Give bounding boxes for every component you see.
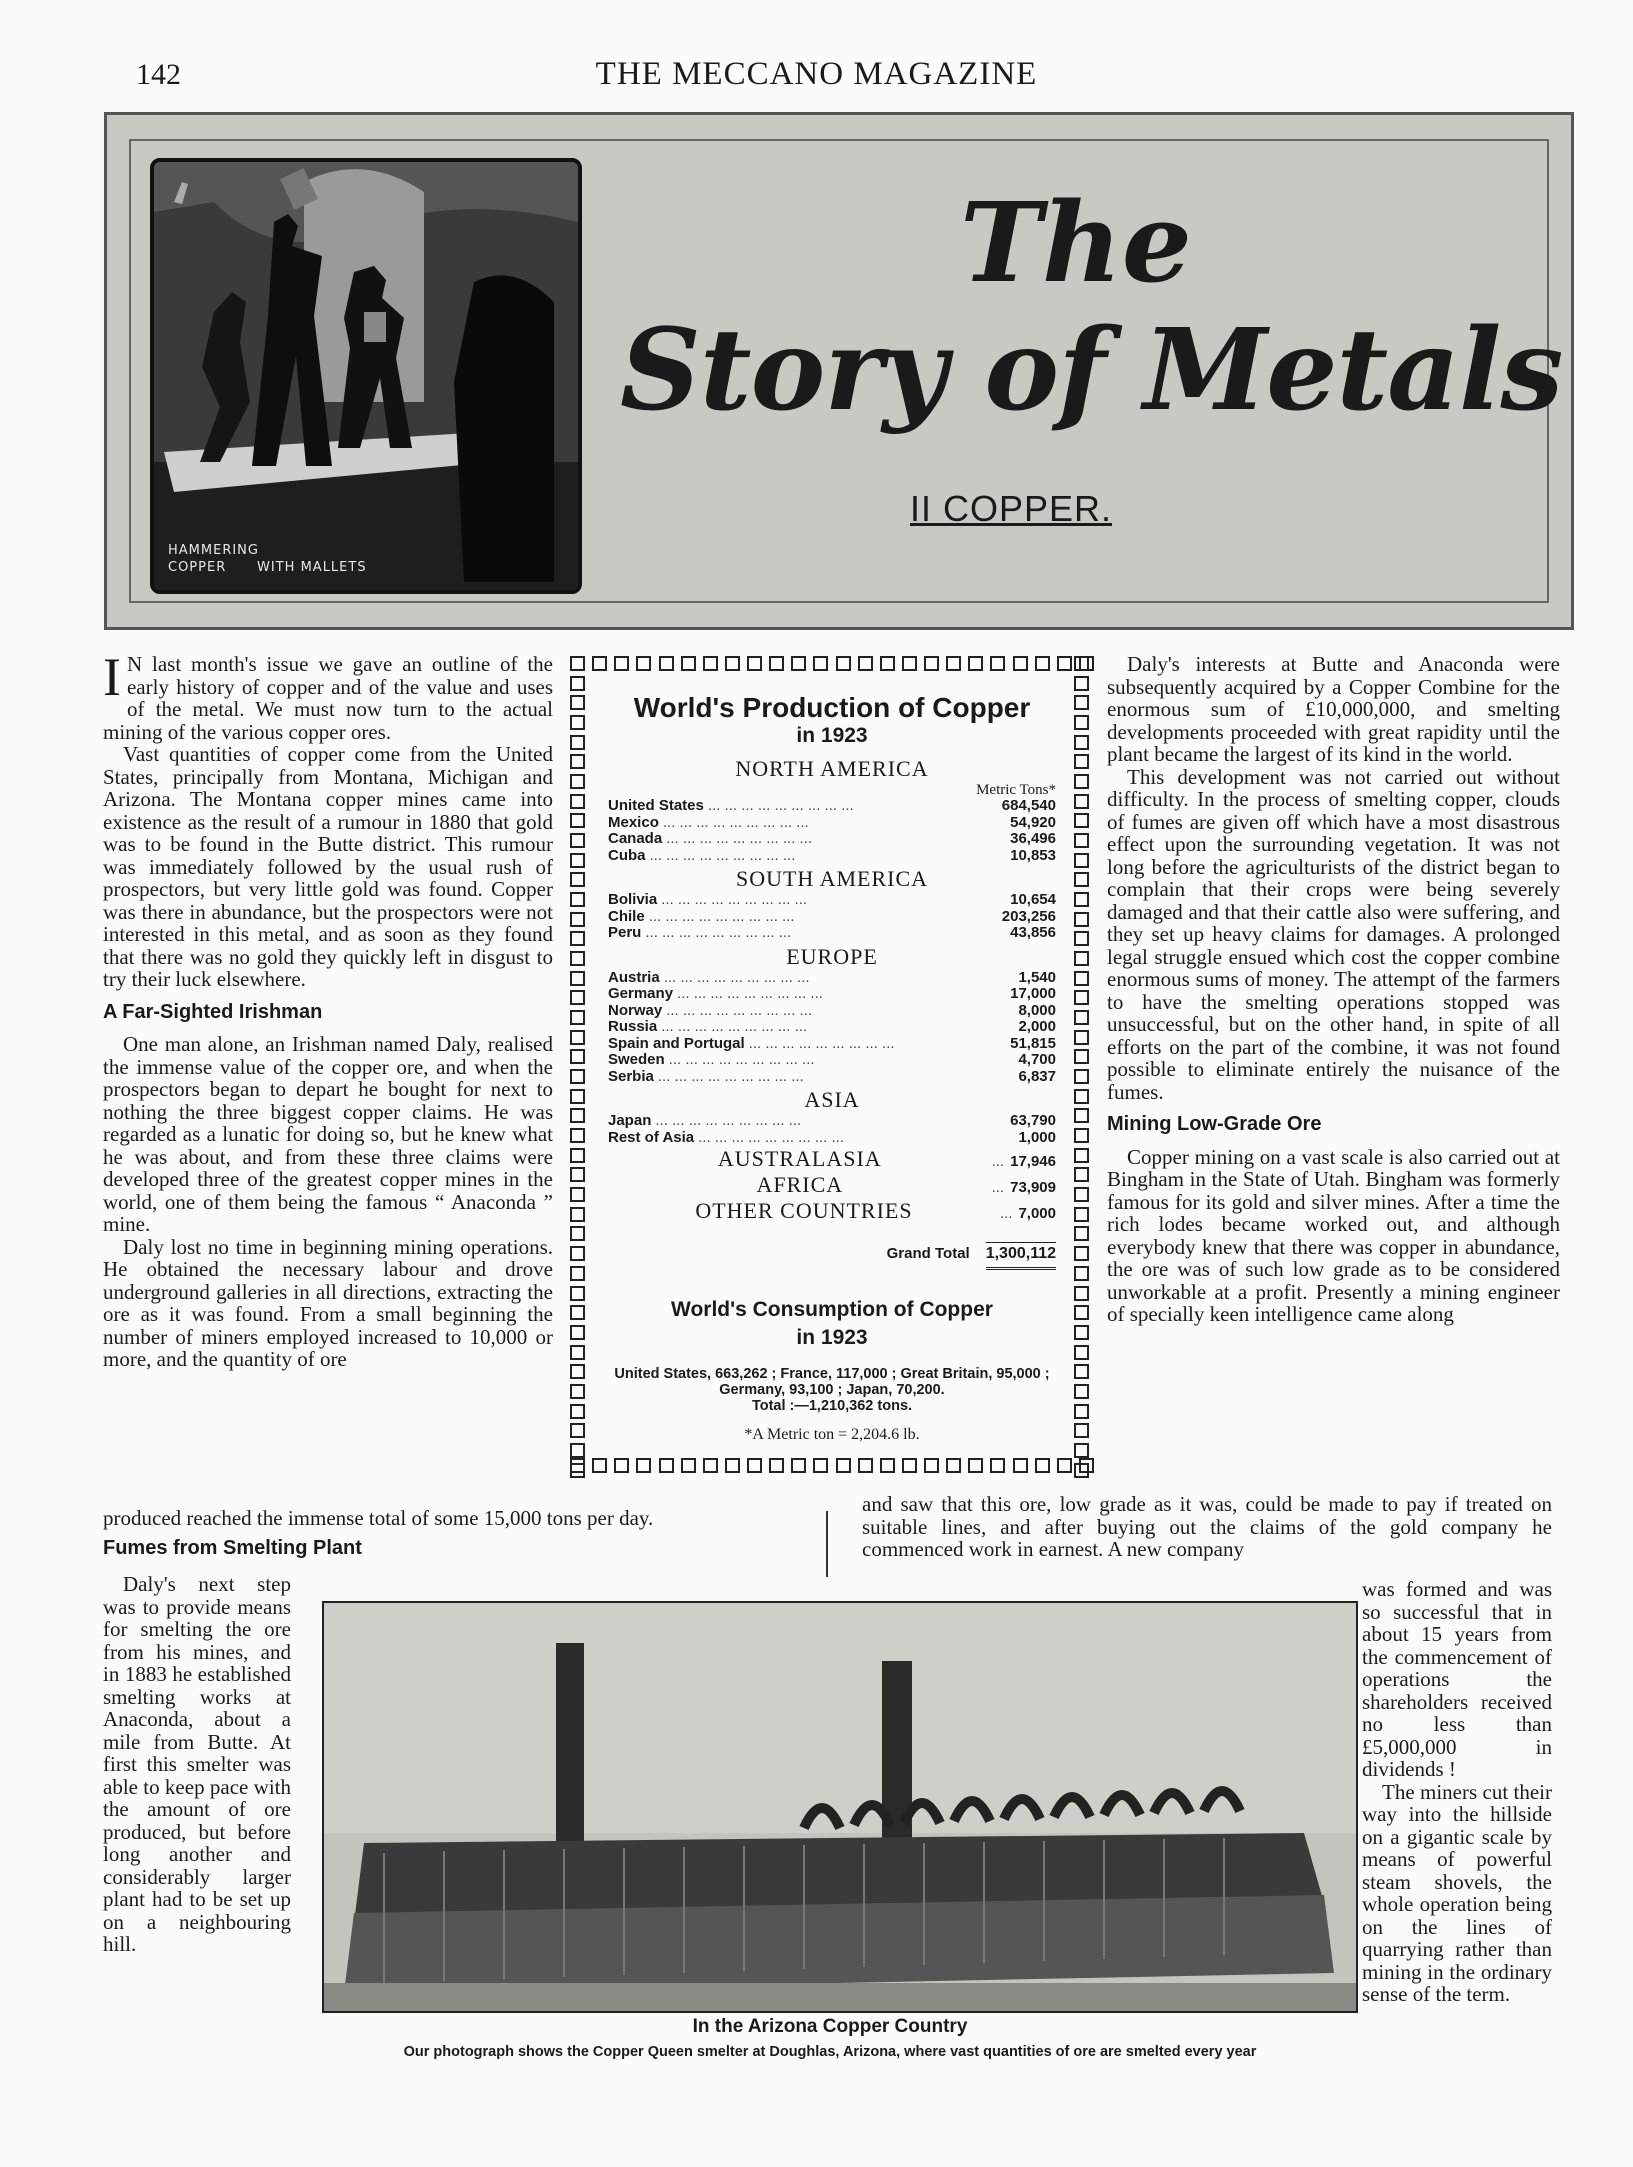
region-value: 7,000 [1018, 1205, 1056, 1222]
border-square [791, 656, 806, 671]
border-square [1074, 1384, 1089, 1399]
paragraph: This development was not carried out without difficulty. In the process of smelting copper, clouds of fumes are given off which have a most disastrous effect upon the surrounding vegetation. It was not long before the agriculturists of the district began to complain that their crops were being severely damaged and that their cattle also were suffering, and they set up heavy claims for damages. A prolonged legal struggle ensued which cost the copper combine enormous sums of money. The attempt of the farmers to have the smelting operations stopped was unsuccessful, but on the other hand, in spite of all efforts on the part of the combine, it was not found possible to eliminate entirely the nuisance of the fumes. [1107, 764, 1560, 1104]
border-square [570, 1404, 585, 1419]
country-name: Germany [608, 985, 674, 1002]
border-square [1074, 912, 1089, 927]
table-row: Cuba ... ... ... ... ... ... ... ... ... 10,853 [608, 846, 1056, 864]
border-square [659, 656, 674, 671]
country-name: Serbia [608, 1067, 654, 1085]
paragraph: I N last month's issue we gave an outline of the early history of copper and of the value and uses of the metal. We must now turn to the actual mining of the various copper ores. [103, 647, 553, 744]
border-square [1074, 656, 1089, 671]
region-heading: ASIA [804, 1087, 860, 1112]
country-name: Peru [608, 924, 642, 941]
border-square [570, 1305, 585, 1320]
table-row: Spain and Portugal ... ... ... ... ... ... ... ... ... 51,815 [608, 1034, 1056, 1052]
paragraph: Daly lost no time in beginning mining operations. He obtained the necessary labour and drove underground galleries in all directions, extracting the ore as it was found. From a small beginning the number of miners employed increased to 10,000 or more, and the quantity of ore [103, 1234, 553, 1371]
border-square [769, 1458, 784, 1473]
border-square [570, 1010, 585, 1025]
country-name: Russia [608, 1018, 658, 1035]
border-square [968, 1458, 983, 1473]
border-square [1074, 695, 1089, 710]
border-square [1074, 853, 1089, 868]
border-square [1074, 715, 1089, 730]
border-square [570, 1148, 585, 1163]
border-square [902, 656, 917, 671]
border-square [1057, 1458, 1072, 1473]
production-value: 203,256 [1001, 907, 1056, 925]
border-square [614, 656, 629, 671]
production-value: 10,654 [1010, 891, 1056, 908]
border-square [924, 1458, 939, 1473]
metric-ton-note: *A Metric ton = 2,204.6 lb. [744, 1426, 920, 1443]
production-table-box [570, 656, 1094, 1478]
border-square [1074, 1167, 1089, 1182]
units-label: Metric Tons* [976, 782, 1056, 798]
region-heading: EUROPE [786, 943, 878, 969]
country-name: Canada [608, 830, 663, 847]
production-value: 6,837 [1018, 1067, 1056, 1085]
border-square [570, 735, 585, 750]
table-row: Chile ... ... ... ... ... ... ... ... ... 203,256 [608, 907, 1056, 925]
title-the: The [960, 178, 1192, 307]
column-left [103, 647, 553, 1371]
border-square [1074, 1286, 1089, 1301]
section-heading: A Far-Sighted Irishman [103, 1000, 323, 1023]
section-heading: Mining Low-Grade Ore [1107, 1113, 1322, 1135]
table-row: Canada ... ... ... ... ... ... ... ... ... 36,496 [608, 830, 1056, 847]
paragraph: Vast quantities of copper come from the United States, principally from Montana, Michigan and Arizona. The Montana copper mines came into existence as the result of a rumour in 1880 that gold was to be found in the Butte district. This rumour was immediately followed by the usual rush of prospectors, but very little gold was found. Copper was there in abundance, but the prospectors were not interested in this metal, and as soon as they found that there was no gold they quickly left in disgust to try their luck elsewhere. [103, 742, 553, 991]
consumption-text: United States, 663,262 ; France, 117,000 ; Great Britain, 95,000 ; Germany, 93,100 ; Japan, 70,200. [614, 1366, 1050, 1398]
section-heading: Fumes from Smelting Plant [103, 1537, 362, 1559]
border-square [1074, 1266, 1089, 1281]
border-square [570, 1089, 585, 1104]
table-row: Serbia ... ... ... ... ... ... ... ... ... 6,837 [608, 1067, 1056, 1085]
border-square [703, 656, 718, 671]
region-total-row: OTHER COUNTRIES ... 7,000 [608, 1198, 1056, 1224]
border-square [836, 1458, 851, 1473]
border-square [570, 1423, 585, 1438]
country-name: Sweden [608, 1051, 665, 1068]
border-square [1074, 1404, 1089, 1419]
border-square [570, 1069, 585, 1084]
border-square [1074, 931, 1089, 946]
border-square [570, 1286, 585, 1301]
border-square [570, 892, 585, 907]
country-name: Austria [608, 968, 660, 986]
table-title: World's Production of Copper [633, 692, 1031, 723]
border-square [570, 931, 585, 946]
border-square [570, 912, 585, 927]
border-square [592, 656, 607, 671]
border-square [570, 794, 585, 809]
border-square [1057, 656, 1072, 671]
country-name: Mexico [608, 813, 659, 831]
column-left-continuation: produced reached the immense total of some 15,000 tons per day. [103, 1506, 654, 1530]
border-square [1074, 1148, 1089, 1163]
border-square [1074, 676, 1089, 691]
photo-caption: In the Arizona Copper Country [692, 2016, 968, 2037]
border-square [570, 971, 585, 986]
border-square [570, 853, 585, 868]
column-right [1107, 653, 1560, 1326]
border-square [747, 1458, 762, 1473]
magazine-title: THE MECCANO MAGAZINE [595, 56, 1038, 92]
table-row: Bolivia ... ... ... ... ... ... ... ... ... 10,654 [608, 891, 1056, 908]
illustration-caption-2: COPPER [168, 560, 227, 575]
production-value: 1,000 [1018, 1128, 1056, 1146]
border-square [1074, 833, 1089, 848]
border-square [570, 1030, 585, 1045]
border-square [570, 1345, 585, 1360]
table-row: Mexico ... ... ... ... ... ... ... ... ... 54,920 [608, 813, 1056, 831]
production-value: 17,000 [1010, 985, 1056, 1002]
border-square [1074, 1069, 1089, 1084]
border-square [1074, 1246, 1089, 1261]
table-row: Japan ... ... ... ... ... ... ... ... ... 63,790 [608, 1112, 1056, 1129]
region-name: AUSTRALASIA [717, 1146, 882, 1171]
grand-total-value: 1,300,112 [986, 1242, 1056, 1270]
border-square [858, 1458, 873, 1473]
paragraph: The miners cut their way into the hillside on a gigantic scale by means of powerful steam shovels, the whole operation being on the lines of quarrying rather than mining in the ordinary sense of the term. [1362, 1779, 1552, 2006]
border-square [1074, 1010, 1089, 1025]
border-square [570, 1246, 585, 1261]
table-row: Norway ... ... ... ... ... ... ... ... ... 8,000 [608, 1001, 1056, 1019]
border-square [1074, 1305, 1089, 1320]
border-square [1074, 1030, 1089, 1045]
grand-total-label: Grand Total [886, 1245, 970, 1262]
border-square [1074, 990, 1089, 1005]
region-heading: NORTH AMERICA [735, 756, 929, 781]
border-square [1013, 1458, 1028, 1473]
border-square [570, 951, 585, 966]
production-value: 36,496 [1010, 830, 1056, 847]
border-square [747, 656, 762, 671]
paragraph: Daly's interests at Butte and Anaconda were subsequently acquired by a Copper Combine for the enormous sum of £10,000,000, and smelting developments proceeded with great rapidity until the plant became the largest of its kind in the world. [1107, 652, 1560, 766]
border-square [791, 1458, 806, 1473]
table-row: Germany ... ... ... ... ... ... ... ... ... 17,000 [608, 985, 1056, 1002]
production-value: 43,856 [1010, 924, 1056, 941]
border-square [1074, 1423, 1089, 1438]
paragraph: Daly's next step was to provide means for smelting the ore from his mines, and in 1883 he established smelting works at Anaconda, about a mile from Butte. At first this smelter was able to keep pace with the amount of ore produced, but before long another and considerably larger plant had to be set up on a neighbouring hill. [103, 1572, 291, 1956]
border-square [1074, 794, 1089, 809]
border-square [1074, 1325, 1089, 1340]
country-name: Japan [608, 1112, 652, 1129]
border-square [1035, 1458, 1050, 1473]
table-row: Austria ... ... ... ... ... ... ... ... ... 1,540 [608, 968, 1056, 986]
table-row: United States ... ... ... ... ... ... ... ... ... 684,540 [608, 797, 1056, 814]
border-square [1074, 1226, 1089, 1241]
border-square [703, 1458, 718, 1473]
border-square [725, 1458, 740, 1473]
production-value: 10,853 [1010, 846, 1056, 864]
border-square [1074, 971, 1089, 986]
border-square [1074, 1089, 1089, 1104]
border-square [1013, 656, 1028, 671]
region-heading: SOUTH AMERICA [735, 866, 929, 891]
region-name: AFRICA [756, 1172, 844, 1197]
border-square [1074, 1463, 1089, 1478]
paragraph: was formed and was so successful that in about 15 years from the commencement of operations the shareholders received no less than £5,000,000 in dividends ! [1362, 1577, 1552, 1781]
border-square [836, 656, 851, 671]
border-square [570, 1325, 585, 1340]
border-square [636, 1458, 651, 1473]
border-square [570, 1128, 585, 1143]
border-square [570, 1226, 585, 1241]
border-square [570, 695, 585, 710]
border-square [570, 1187, 585, 1202]
border-square [1074, 872, 1089, 887]
border-square [1074, 1049, 1089, 1064]
border-square [946, 656, 961, 671]
illustration-caption-3: WITH MALLETS [257, 560, 367, 575]
border-square [570, 833, 585, 848]
border-square [1074, 754, 1089, 769]
border-square [570, 676, 585, 691]
country-name: Cuba [608, 846, 646, 864]
title-story-of-metals: Story of Metals [620, 305, 1563, 436]
country-name: Rest of Asia [608, 1128, 695, 1146]
table-row: Rest of Asia ... ... ... ... ... ... ... ... ... 1,000 [608, 1128, 1056, 1146]
border-square [990, 1458, 1005, 1473]
border-square [813, 656, 828, 671]
border-square [570, 1266, 585, 1281]
country-name: Norway [608, 1001, 663, 1019]
region-total-row: AUSTRALASIA ... 17,946 [608, 1146, 1056, 1172]
border-square [636, 656, 651, 671]
border-square [1074, 813, 1089, 828]
illustration-caption-1: HAMMERING [168, 543, 259, 558]
region-value: 73,909 [1010, 1179, 1056, 1196]
border-square [570, 754, 585, 769]
production-value: 2,000 [1018, 1018, 1056, 1035]
production-value: 4,700 [1018, 1051, 1056, 1068]
consumption-title: World's Consumption of Copper [671, 1298, 993, 1321]
border-square [1074, 951, 1089, 966]
border-square [813, 1458, 828, 1473]
production-value: 51,815 [1010, 1034, 1056, 1052]
production-value: 8,000 [1018, 1001, 1056, 1019]
border-square [1074, 1108, 1089, 1123]
production-value: 54,920 [1010, 813, 1056, 831]
table-row: Peru ... ... ... ... ... ... ... ... ... 43,856 [608, 924, 1056, 941]
border-square [659, 1458, 674, 1473]
country-name: United States [608, 797, 704, 814]
border-square [570, 1443, 585, 1458]
border-square [990, 656, 1005, 671]
border-square [769, 656, 784, 671]
consumption-total: Total :—1,210,362 tons. [751, 1398, 913, 1414]
border-square [570, 1364, 585, 1379]
border-square [681, 656, 696, 671]
country-name: Bolivia [608, 891, 658, 908]
border-square [1074, 892, 1089, 907]
consumption-year: in 1923 [796, 1326, 868, 1349]
region-total-row: AFRICA ... 73,909 [608, 1172, 1056, 1198]
border-square [681, 1458, 696, 1473]
border-square [570, 813, 585, 828]
paragraph: Copper mining on a vast scale is also carried out at Bingham in the State of Utah. Bingham was formerly famous for its gold and silver mines. After a time the rich lodes became worked out, and although everybody knew that there was copper in abundance, the ore was of such low grade as to be considered unworkable at a profit. Presently a mining engineer of specially keen intelligence came along [1107, 1144, 1560, 1326]
table-year: in 1923 [796, 724, 868, 747]
hammering-illustration [150, 158, 582, 594]
border-square [924, 656, 939, 671]
border-square [1074, 1345, 1089, 1360]
photo-subcaption: Our photograph shows the Copper Queen smelter at Doughlas, Arizona, where vast quantities of ore are smelted every year [403, 2044, 1257, 2060]
production-value: 684,540 [1001, 797, 1056, 814]
page-number: 142 [136, 58, 181, 91]
border-square [1074, 774, 1089, 789]
border-square [968, 656, 983, 671]
border-square [1074, 1128, 1089, 1143]
border-square [570, 872, 585, 887]
table-row: Russia ... ... ... ... ... ... ... ... ... 2,000 [608, 1018, 1056, 1035]
border-square [570, 1167, 585, 1182]
column-right-continuation: and saw that this ore, low grade as it was, could be made to pay if treated on suitable lines, and after buying out the claims of the gold company he commenced work in earnest. A new company [862, 1492, 1552, 1561]
border-square [570, 656, 585, 671]
border-square [1074, 735, 1089, 750]
column-left-narrow [103, 1573, 291, 1956]
smelter-photograph [322, 1601, 1358, 2013]
border-square [570, 1463, 585, 1478]
border-square [592, 1458, 607, 1473]
border-square [570, 1108, 585, 1123]
region-value: 17,946 [1010, 1153, 1056, 1170]
border-square [858, 656, 873, 671]
production-value: 1,540 [1018, 968, 1056, 986]
border-square [1074, 1364, 1089, 1379]
border-square [880, 656, 895, 671]
country-name: Chile [608, 907, 645, 925]
border-square [614, 1458, 629, 1473]
border-square [1074, 1443, 1089, 1458]
border-square [946, 1458, 961, 1473]
column-divider [826, 1511, 828, 1577]
paragraph: One man alone, an Irishman named Daly, realised the immense value of the copper ore, and when the prospectors began to depart he bought for next to nothing the three biggest copper claims. He was regarded as a lunatic for doing so, but he knew what he was about, and from these three claims were developed three of the greatest copper mines in the world, one of them being the famous “ Anaconda ” mine. [103, 1032, 553, 1236]
border-square [570, 1384, 585, 1399]
border-square [1074, 1207, 1089, 1222]
drop-cap: I [103, 647, 121, 707]
border-square [880, 1458, 895, 1473]
border-square [570, 1207, 585, 1222]
region-name: OTHER COUNTRIES [695, 1198, 913, 1223]
column-right-narrow [1362, 1578, 1552, 2006]
border-square [570, 774, 585, 789]
production-value: 63,790 [1010, 1112, 1056, 1129]
article-subtitle: II COPPER. [910, 488, 1113, 529]
border-square [902, 1458, 917, 1473]
border-square [570, 990, 585, 1005]
country-name: Spain and Portugal [608, 1034, 745, 1052]
border-square [570, 715, 585, 730]
border-square [1035, 656, 1050, 671]
table-row: Sweden ... ... ... ... ... ... ... ... ... 4,700 [608, 1051, 1056, 1068]
border-square [1074, 1187, 1089, 1202]
border-square [570, 1049, 585, 1064]
border-square [725, 656, 740, 671]
